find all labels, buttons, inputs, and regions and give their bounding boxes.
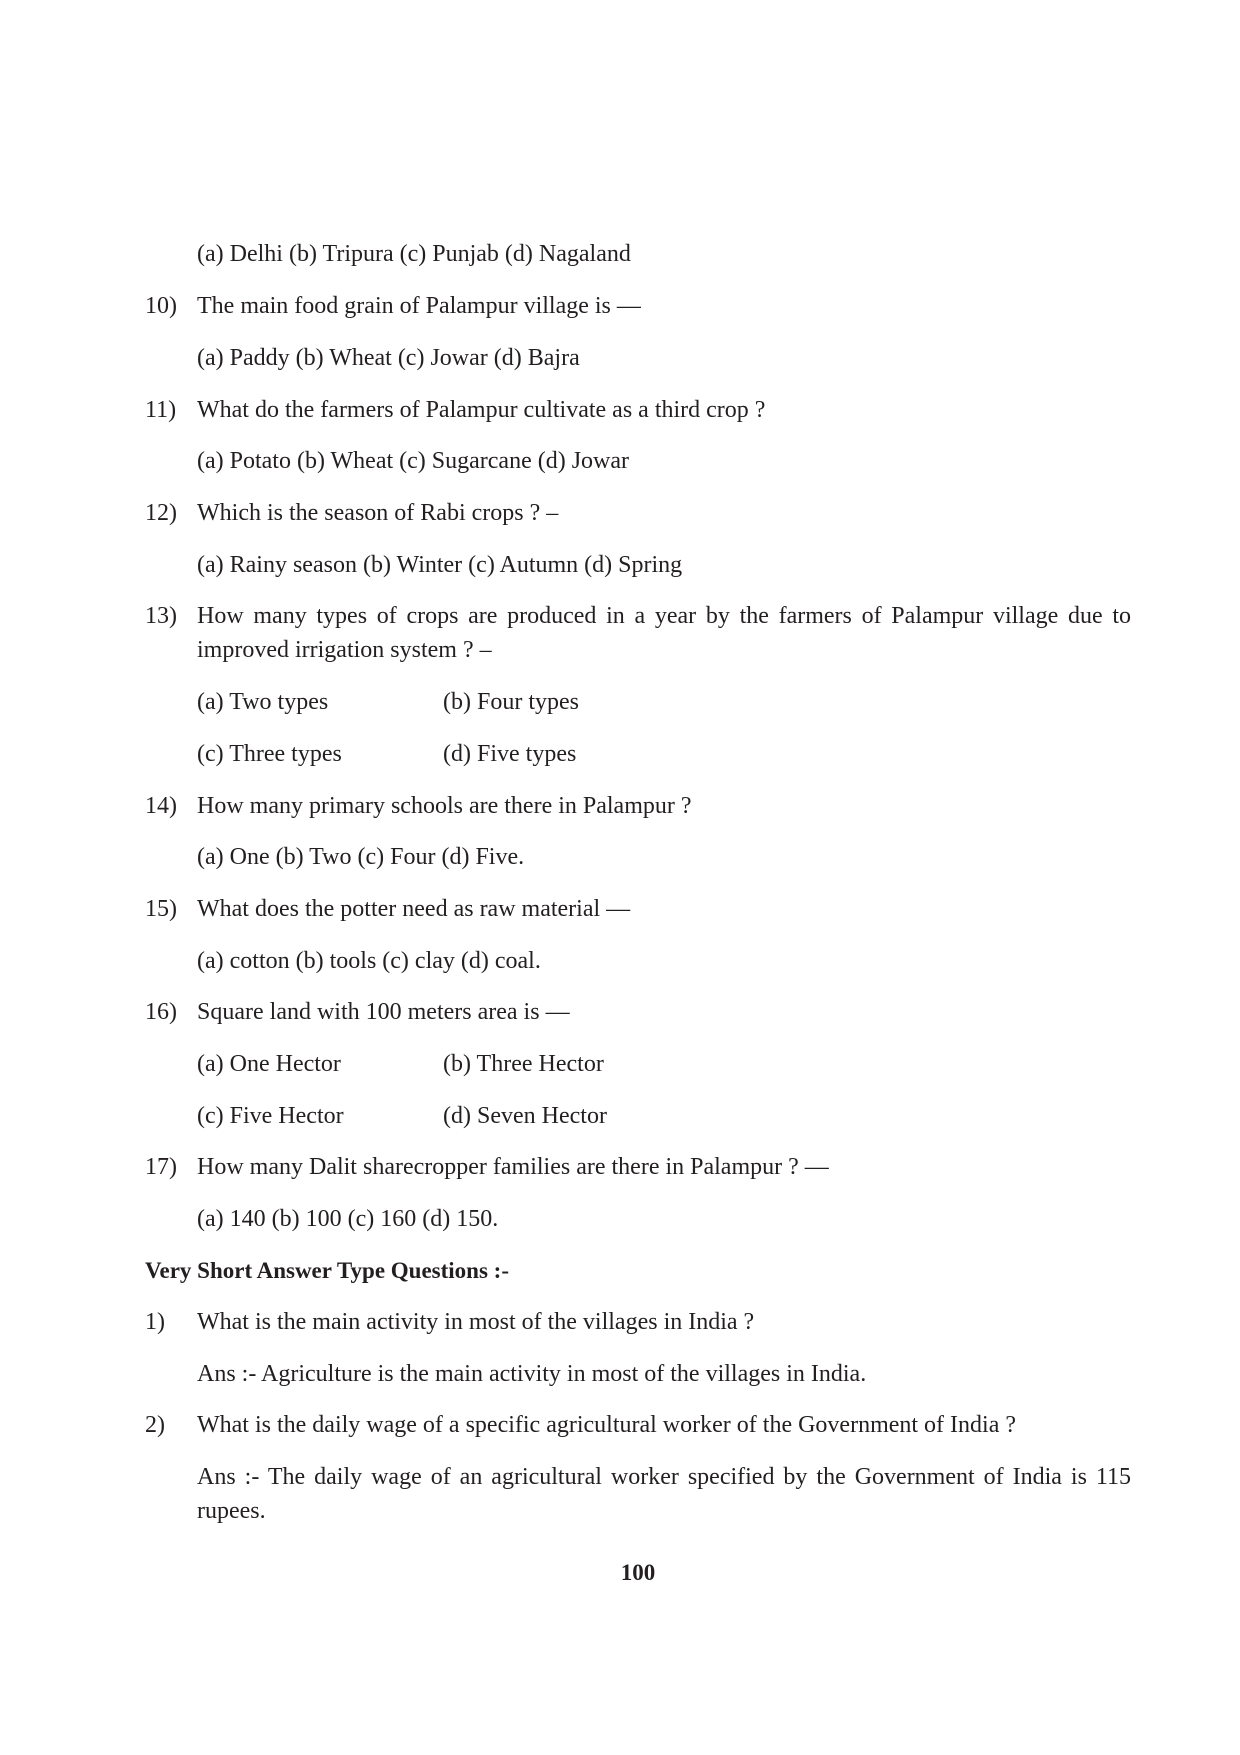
q10-number: 10) [145,293,177,319]
q16-option-a: (a) One Hector [197,1051,341,1077]
q16-text: Square land with 100 meters area is — [197,999,570,1025]
sa1-number: 1) [145,1309,165,1335]
q12-text: Which is the season of Rabi crops ? – [197,500,559,526]
sa2-number: 2) [145,1412,165,1438]
q9-options: (a) Delhi (b) Tripura (c) Punjab (d) Nagaland [197,241,631,267]
q13-option-b: (b) Four types [443,689,579,715]
q13-option-d: (d) Five types [443,741,577,767]
q10-text: The main food grain of Palampur village is — [197,293,641,319]
q15-number: 15) [145,896,177,922]
sa2-question: What is the daily wage of a specific agricultural worker of the Government of India ? [197,1412,1017,1438]
q13-option-c: (c) Three types [197,741,342,767]
q17-number: 17) [145,1154,177,1180]
q10-options: (a) Paddy (b) Wheat (c) Jowar (d) Bajra [197,345,580,371]
q11-text: What do the farmers of Palampur cultivate as a third crop ? [197,397,766,423]
q16-number: 16) [145,999,177,1025]
q16-option-b: (b) Three Hector [443,1051,604,1077]
q15-text: What does the potter need as raw material — [197,896,631,922]
q16-option-d: (d) Seven Hector [443,1103,607,1129]
page-number: 100 [620,1560,656,1585]
q17-options: (a) 140 (b) 100 (c) 160 (d) 150. [197,1206,499,1232]
sa1-answer: Ans :- Agriculture is the main activity in most of the villages in India. [197,1361,867,1387]
q13-option-a: (a) Two types [197,689,329,715]
q11-number: 11) [145,397,177,423]
q12-number: 12) [145,500,177,526]
q16-option-c: (c) Five Hector [197,1103,344,1129]
q13-number: 13) [145,603,177,629]
q11-options: (a) Potato (b) Wheat (c) Sugarcane (d) Jowar [197,448,630,474]
q12-options: (a) Rainy season (b) Winter (c) Autumn (d) Spring [197,552,683,578]
section-heading: Very Short Answer Type Questions :- [145,1258,509,1283]
sa1-question: What is the main activity in most of the villages in India ? [197,1309,755,1335]
sa2-answer: Ans :- The daily wage of an agricultural worker specified by the Government of India is 115 rupees. [197,1464,1131,1524]
q14-number: 14) [145,793,177,819]
q13-text: How many types of crops are produced in a year by the farmers of Palampur village due to improved irrigation system ? – [197,603,1131,663]
q15-options: (a) cotton (b) tools (c) clay (d) coal. [197,948,541,974]
q17-text: How many Dalit sharecropper families are there in Palampur ? — [197,1154,829,1180]
q14-options: (a) One (b) Two (c) Four (d) Five. [197,844,525,870]
q14-text: How many primary schools are there in Palampur ? [197,793,692,819]
